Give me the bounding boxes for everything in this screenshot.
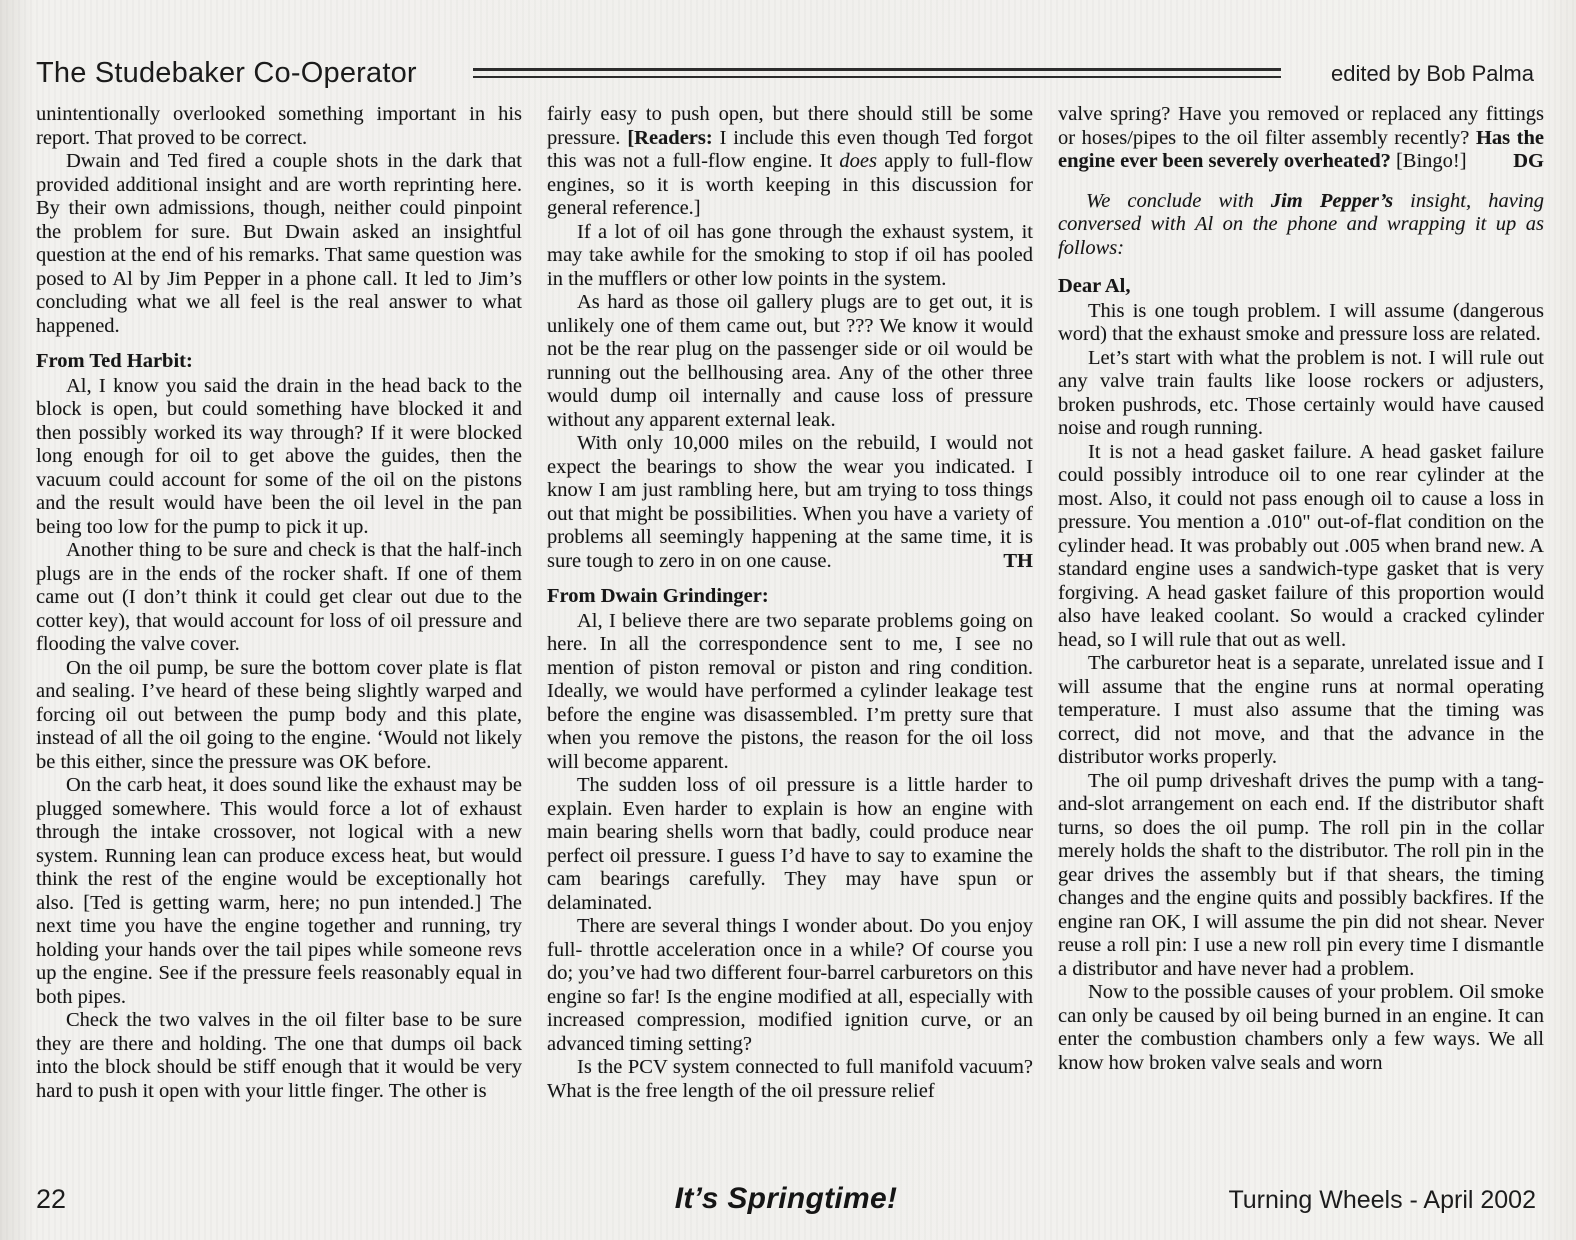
section-heading bbox=[36, 350, 522, 374]
body-paragraph bbox=[36, 150, 522, 338]
body-paragraph bbox=[36, 774, 522, 1009]
text-run: I include this even though Ted forgot this was not a full-flow engine. It bbox=[547, 126, 1033, 172]
text-run: It is not a head gasket failure. A head gasket failure could possibly introduce oil to one rear cylinder at the most. Also, it could not pass enough oil to cause a loss in pressure. You mention a .010" out-of-flat condition on the cylinder head. It was probably out .005 when brand new. A standard engine uses a sandwich-type gasket that is very forgiving. A head gasket failure of this proportion would also have leaked coolant. So would a cracked cylinder head, so I will rule that out as well. bbox=[1058, 440, 1544, 651]
page-number: 22 bbox=[36, 1184, 67, 1214]
springtime-banner: It’s Springtime! bbox=[674, 1182, 898, 1215]
text-run: The oil pump driveshaft drives the pump with a tang-and-slot arrangement on each end. If the distributor shaft turns, so does the oil pump. The roll pin in the collar merely holds the shaft to the distributor. The roll pin in the gear drives the assembly but if that shears, the timing changes and the engine quits and possibly backfires. If the engine ran OK, I will assume the pin did not shear. Never reuse a roll pin: I use a new roll pin every time I dismantle a distributor and have never had a problem. bbox=[1058, 769, 1544, 980]
section-heading bbox=[547, 585, 1033, 609]
text-run: [Bingo!] bbox=[1390, 150, 1467, 172]
page-header bbox=[0, 0, 1576, 90]
text-run: We conclude with bbox=[1086, 189, 1271, 212]
signature-initials: TH bbox=[1003, 549, 1033, 572]
column-2 bbox=[547, 103, 1033, 1103]
section-heading bbox=[1058, 275, 1544, 299]
body-paragraph bbox=[547, 103, 1033, 221]
text-run: apply to full-flow engines, so it is worth keeping in this discussion for general reference.] bbox=[547, 150, 1033, 219]
body-paragraph bbox=[36, 657, 522, 775]
text-run: This is one tough problem. I will assume (dangerous word) that the exhaust smoke and pressure loss are related. bbox=[1058, 299, 1544, 345]
editor-credit: edited by Bob Palma bbox=[1330, 61, 1534, 86]
body-paragraph bbox=[547, 291, 1033, 432]
text-run: valve spring? Have you removed or replaced any fittings or hoses/pipes to the oil filter assembly recently? bbox=[1058, 103, 1544, 149]
header-double-rule bbox=[473, 68, 1281, 78]
text-run: Check the two valves in the oil filter base to be sure they are there and holding. The one that dumps oil back into the block should be stiff enough that it would be very hard to push it open with your little finger. The other is bbox=[36, 1009, 522, 1102]
text-run: Al, I believe there are two separate problems going on here. In all the correspondence sent to me, I see no mention of piston removal or piston and ring condition. Ideally, we would have performed a cylinder leakage test before the engine was disassembled. I’m pretty sure that when you remove the pistons, the reason for the oil loss will become apparent. bbox=[547, 609, 1033, 773]
body-paragraph bbox=[36, 1009, 522, 1103]
text-run: Jim Pepper’s bbox=[1270, 189, 1394, 212]
text-run: [Readers: bbox=[627, 126, 713, 149]
text-run: On the carb heat, it does sound like the exhaust may be plugged somewhere. This would force a lot of exhaust through the intake crossover, not logical with a new system. Running lean can produce excess heat, but would think the rest of the engine would be exceptionally hot also. [Ted is getting warm, here; no pun intended.] The next time you have the engine together and running, try holding your hands over the tail pipes while someone revs up the engine. See if the pressure feels reasonably equal in both pipes. bbox=[36, 774, 522, 1008]
text-run: Is the PCV system connected to full manifold vacuum? What is the free length of the oil pressure relief bbox=[547, 1056, 1033, 1102]
body-paragraph bbox=[36, 375, 522, 540]
body-paragraph bbox=[1058, 347, 1544, 441]
text-run: On the oil pump, be sure the bottom cover plate is flat and sealing. I’ve heard of these being slightly warped and forcing oil out between the pump body and this plate, instead of all the oil going to the engine. ‘Would not likely be this either, since the pressure was OK before. bbox=[36, 656, 522, 773]
text-run: unintentionally overlooked something important in his report. That proved to be correct. bbox=[36, 103, 522, 149]
text-run: Another thing to be sure and check is that the half-inch plugs are in the ends of the rocker shaft. If one of them came out (I don’t think it could get clear out due to the cotter key), that would account for loss of oil pressure and flooding the valve cover. bbox=[36, 539, 522, 655]
page-footer bbox=[36, 1182, 1536, 1216]
body-paragraph bbox=[1058, 300, 1544, 347]
body-paragraph bbox=[1058, 652, 1544, 770]
body-paragraph bbox=[36, 103, 522, 150]
text-run: Dear Al, bbox=[1058, 275, 1131, 297]
column-1 bbox=[36, 103, 522, 1103]
text-run: insight, having conversed with Al on the phone and wrapping it up as follows: bbox=[1058, 189, 1544, 259]
publication-title: The Studebaker Co-Operator bbox=[36, 57, 417, 89]
editor-note bbox=[1058, 190, 1544, 261]
text-run: From Dwain Grindinger: bbox=[547, 585, 769, 607]
body-paragraph bbox=[547, 610, 1033, 775]
body-paragraph bbox=[547, 432, 1033, 573]
body-paragraph bbox=[547, 915, 1033, 1056]
text-run: The carburetor heat is a separate, unrelated issue and I will assume that the engine runs at normal operating temperature. I must also assume that the timing was correct, did not move, and that the advance in the distributor works properly. bbox=[1058, 652, 1544, 768]
text-run: From Ted Harbit: bbox=[36, 350, 193, 372]
article-columns bbox=[0, 90, 1576, 1103]
text-run: Now to the possible causes of your problem. Oil smoke can only be caused by oil being burned in an engine. It can enter the combustion chambers only a few ways. We all know how broken valve seals and worn bbox=[1058, 981, 1544, 1074]
text-run: Let’s start with what the problem is not. I will rule out any valve train faults like loose rockers or adjusters, broken pushrods, etc. Those certainly would have caused noise and rough running. bbox=[1058, 346, 1544, 439]
column-3 bbox=[1058, 103, 1544, 1103]
body-paragraph bbox=[547, 1056, 1033, 1103]
journal-issue: Turning Wheels - April 2002 bbox=[1228, 1186, 1536, 1214]
text-run: Dwain and Ted fired a couple shots in the dark that provided additional insight and are worth reprinting here. By their own admissions, though, neither could pinpoint the problem for sure. But Dwain asked an insightful question at the end of his remarks. That same question was posed to Al by Jim Pepper in a phone call. It led to Jim’s concluding what we all feel is the real answer to what happened. bbox=[36, 150, 522, 337]
text-run: Has the engine ever been severely overheated? bbox=[1058, 126, 1544, 172]
text-run: With only 10,000 miles on the rebuild, I would not expect the bearings to show the wear you indicated. I know I am just rambling here, but am trying to toss things out that might be possibilities. When you have a variety of problems all seemingly happening at the same time, it is sure tough to zero in on one cause. bbox=[547, 432, 1033, 572]
text-run: does bbox=[839, 150, 877, 172]
text-run: Al, I know you said the drain in the head back to the block is open, but could something have blocked it and then possibly worked its way through? If it were blocked long enough for oil to get above the guides, then the vacuum could account for some of the oil on the pistons and the result would have been the oil level in the pan being too low for the pump to pick it up. bbox=[36, 374, 522, 538]
body-paragraph bbox=[1058, 981, 1544, 1075]
text-run: fairly easy to push open, but there should still be some pressure. bbox=[547, 103, 1033, 149]
text-run: If a lot of oil has gone through the exhaust system, it may take awhile for the smoking to stop if oil has pooled in the mufflers or other low points in the system. bbox=[547, 220, 1033, 290]
body-paragraph bbox=[547, 774, 1033, 915]
body-paragraph bbox=[1058, 103, 1544, 174]
text-run: There are several things I wonder about. Do you enjoy full- throttle acceleration once in a while? Of course you do; you’ve had two different four-barrel carburetors on this engine so far! Is the engine modified at all, especially with increased compression, modified ignition curve, or an advanced timing setting? bbox=[547, 915, 1033, 1055]
body-paragraph bbox=[547, 221, 1033, 292]
body-paragraph bbox=[1058, 770, 1544, 982]
body-paragraph bbox=[36, 539, 522, 657]
signature-initials: DG bbox=[1513, 150, 1544, 172]
text-run: As hard as those oil gallery plugs are to get out, it is unlikely one of them came out, but ??? We know it would not be the rear plug on the passenger side or oil would be running out the bellhousing area. Any of the other three would dump oil internally and cause loss of pressure without any apparent external leak. bbox=[547, 291, 1033, 431]
body-paragraph bbox=[1058, 441, 1544, 653]
text-run: The sudden loss of oil pressure is a little harder to explain. Even harder to explain is how an engine with main bearing shells worn that badly, could produce near perfect oil pressure. I guess I’d have to say to examine the cam bearings carefully. They may have spun or delaminated. bbox=[547, 774, 1033, 914]
